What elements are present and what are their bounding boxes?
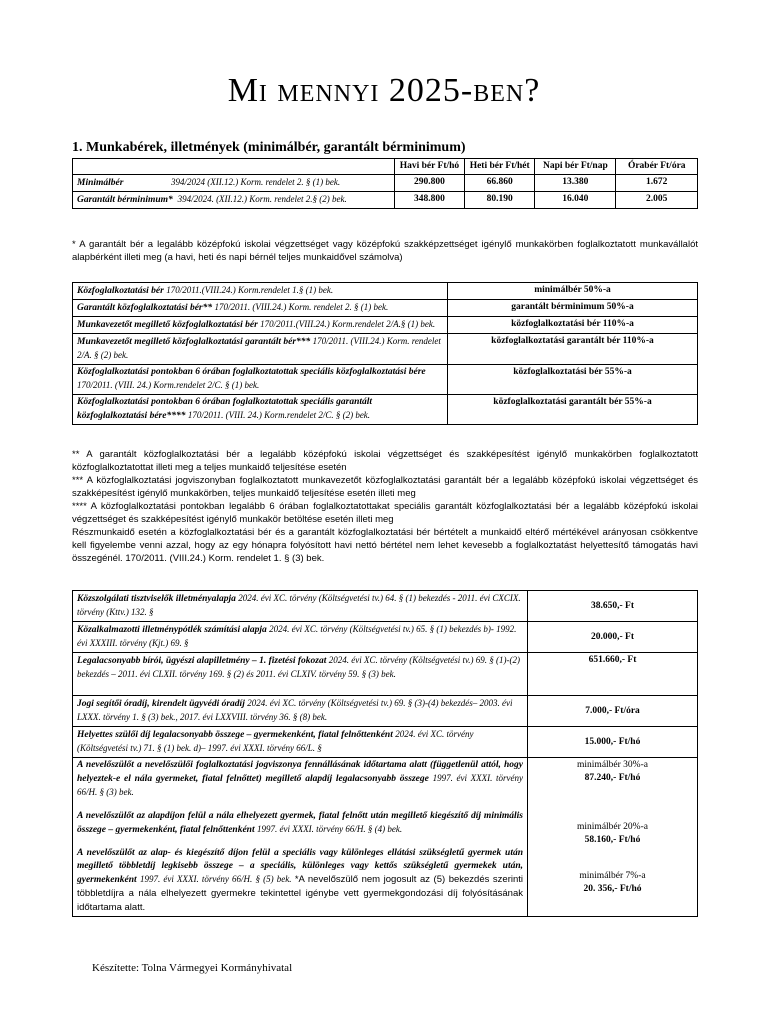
row-label [73,395,448,425]
section-heading: 1. Munkabérek, illetmények (minimálbér, garantált bérminimum) [72,140,466,155]
column-header: Napi bér Ft/nap [535,159,616,175]
cell-value: 66.860 [465,175,535,192]
table-row [73,653,698,696]
table-row [73,727,698,758]
row-name: Jogi segítői óradíj, kirendelt ügyvédi óradíj [77,699,245,709]
footnotes [72,448,698,565]
row-name: Helyettes szülői díj legalacsonyabb összege – gyermekenként, fiatal felnőttenként [77,730,393,740]
table-row [73,696,698,727]
cell-value: 15.000,- Ft/hó [528,727,698,758]
foster-name: A nevelőszülőt az alapdíjon felül a nála elhelyezett gyermek, fiatal felnőtt után megillető kiegészítő díj minimális összege – gyermekenként, fiatal felnőttenként [77,811,523,835]
row-name: Minimálbér [77,178,124,188]
table-row [73,175,698,192]
row-name: Munkavezetőt megillető közfoglalkoztatási garantált bér*** [77,337,311,347]
footnote: ** A garantált közfoglalkoztatási bér a legalább középfokú iskolai végzettséget és szakképesítést igénylő munkakörben foglalkoztatott közfoglalkoztatottat illeti meg a teljes munkaidő teljesítése esetén [72,449,698,473]
row-name: Közfoglalkoztatási bér [77,286,164,296]
foster-label [73,758,528,917]
cell-value: 20.000,- Ft [528,622,698,653]
cell-value: közfoglalkoztatási bér 55%-a [448,365,698,395]
table-row [73,365,698,395]
row-ref: 2024. évi XC. törvény (Költségvetési tv.) 69. § (3)-(4) bekezdés– 2003. évi LXXX. törvény 1. § (3) bek., 2017. évi LXXVIII. törvény 36. § (8) bek. [77,698,513,722]
row-name: Közfoglalkoztatási pontokban 6 órában foglalkoztatottak speciális garantált közfoglalkoztatási bére**** [77,397,373,421]
foster-values [528,758,698,917]
row-ref: 394/2024 (XII.12.) Korm. rendelet 2. § (1) bek. [170,177,341,187]
cell-value: közfoglalkoztatási bér 110%-a [448,317,698,334]
row-label [73,334,448,365]
row-name: Legalacsonyabb bírói, ügyészi alapilletmény – 1. fizetési fokozat [77,656,327,666]
row-ref: 170/2011. (VIII.24.) Korm. rendelet 2/A. § (2) bek. [77,336,441,360]
cell-value: 651.660,- Ft [528,653,698,696]
row-label [73,653,528,696]
row-name: Munkavezetőt megillető közfoglalkoztatási bér [77,320,258,330]
foster-name: A nevelőszülőt az alap- és kiegészítő díjon felül a speciális vagy különleges ellátási szükségletű gyermek után megillető többletdíj legkisebb összege – a speciális, különleges vagy kettős szükségletű gyermekek után, gyermekenként [77,848,523,885]
table-row [73,591,698,622]
cell-value: 13.380 [535,175,616,192]
footnote: * A garantált bér a legalább középfokú iskolai végzettséget vagy középfokú szakképzettséget igénylő munkakörben foglalkoztatott munkavállalót alapbérként illeti meg (a havi, heti és napi bérnél teljes munkaidővel számolva) [72,239,698,263]
row-ref: 2024. évi XC. törvény (Költségvetési tv.) 69. § (1)-(2) bekezdés – 2011. évi CLXII. törvény 169. § (2) és 2011. évi CLXIV. törvény 59. § (3) bek. [77,655,521,679]
row-label [73,622,528,653]
foster-value: 20. 356,- Ft/hó [583,884,642,894]
table-row [73,300,698,317]
cell-value: közfoglalkoztatási garantált bér 55%-a [448,395,698,425]
cell-value: garantált bérminimum 50%-a [448,300,698,317]
row-label [73,283,448,300]
row-name: Garantált közfoglalkoztatási bér** [77,303,213,313]
foster-value-label: minimálbér 30%-a [577,760,648,770]
cell-value: 1.672 [616,175,698,192]
column-header: Heti bér Ft/hét [465,159,535,175]
public-work-table [72,282,698,425]
table-header-empty [73,159,395,175]
table-row [73,334,698,365]
cell-value: 16.040 [535,192,616,209]
wage-table [72,158,698,209]
row-ref: 170/2011.(VIII.24.) Korm.rendelet 2/A.§ (1) bek. [260,319,436,329]
cell-value: 38.650,- Ft [528,591,698,622]
column-header: Órabér Ft/óra [616,159,698,175]
table-row [73,317,698,334]
table-row [73,192,698,209]
footer: Készítette: Tolna Vármegyei Kormányhivatal [92,962,293,974]
page-title: Mi mennyi 2025-ben? [227,72,541,109]
footnote: Részmunkaidő esetén a közfoglalkoztatási bér és a garantált közfoglalkoztatási bér bértételt a munkaidő eltérő mértékével arányosan csökkentve kell figyelembe venni azzal, hogy az egy hónapra folyósított havi nettó bértétel nem lehet kevesebb a foglalkoztatást helyettesítő támogatás havi összegénél. 170/2011. (VIII.24.) Korm. rendelet 1. § (3) bek. [72,527,698,564]
row-ref: 2024. évi XC. törvény (Költségvetési tv.) 64. § (1) bekezdés - 2011. évi CXCIX. törvény (Kttv.) 132. § [77,593,521,617]
table-row [73,395,698,425]
foster-ref: 1997. évi XXXI. törvény 66/H. § (5) bek. [139,874,292,884]
cell-value: 290.800 [394,175,464,192]
foster-value: 87.240,- Ft/hó [584,773,641,783]
cell-value: 348.800 [394,192,464,209]
table-row [73,622,698,653]
foster-value-label: minimálbér 7%-a [579,871,646,881]
row-label [73,300,448,317]
cell-value: minimálbér 50%-a [448,283,698,300]
row-name: Közalkalmazotti illetménypótlék számítási alapja [77,625,267,635]
table-row-foster [73,758,698,917]
column-header: Havi bér Ft/hó [394,159,464,175]
foster-name: A nevelőszülőt a nevelőszülői foglalkoztatási jogviszonya fennállásának időtartama alatt (függetlenül attól, hogy helyeztek-e el nála gyermeket, fiatal felnőttet) megillető alapdíj legalacsonyabb összege [77,760,523,784]
foster-ref: 1997. évi XXXI. törvény 66/H. § (4) bek. [256,824,403,834]
cell-value: 7.000,- Ft/óra [528,696,698,727]
row-ref: 2024. évi XC. törvény (Költségvetési tv.) 71. § (1) bek. d)– 1997. évi XXXI. törvény 66/L. § [77,729,474,753]
row-label [73,696,528,727]
row-ref: 170/2011. (VIII. 24.) Korm.rendelet 2/C. § (2) bek. [187,410,371,420]
foster-value-label: minimálbér 20%-a [577,822,648,832]
row-ref: 170/2011. (VIII.24.) Korm. rendelet 2. § (1) bek. [214,302,389,312]
salary-base-table [72,590,698,917]
row-name: Közfoglalkoztatási pontokban 6 órában foglalkoztatottak speciális közfoglalkoztatási bére [77,367,426,377]
table-row [73,283,698,300]
foster-value: 58.160,- Ft/hó [584,835,641,845]
row-label [73,175,395,192]
cell-value: közfoglalkoztatási garantált bér 110%-a [448,334,698,365]
row-ref: 170/2011. (VIII. 24.) Korm.rendelet 2/C. § (1) bek. [77,380,260,390]
foster-ref: 1997. évi XXXI. törvény 66/H. § (3) bek. [77,773,524,797]
table-header-row [73,159,698,175]
footnote: *** A közfoglalkoztatási jogviszonyban foglalkoztatott munkavezetőt közfoglalkoztatási garantált bér a legalább középfokú iskolai végzettséget és szakképesítést igénylő munkakörben, teljes munkaidő teljesítése esetén illeti meg [72,475,698,499]
row-name: Közszolgálati tisztviselők illetményalapja [77,594,236,604]
row-ref: 170/2011.(VIII.24.) Korm.rendelet 1.§ (1) bek. [166,285,334,295]
row-ref: 2024. évi XC. törvény (Költségvetési tv.) 65. § (1) bekezdés b)- 1992. évi XXXIII. törvény (Kjt.) 69. § [77,624,517,648]
cell-value: 2.005 [616,192,698,209]
foster-note: *A nevelőszülő nem jogosult az (5) bekezdés szerinti többletdíjra a nála elhelyezett gyermekre tekintettel igénybe vett gyermekgondozási díj folyósításának időtartama alatt. [77,874,524,913]
row-label [73,365,448,395]
cell-value: 80.190 [465,192,535,209]
row-label [73,192,395,209]
row-label [73,727,528,758]
row-ref: 394/2024. (XII.12.) Korm. rendelet 2.§ (2) bek. [177,194,347,204]
row-label [73,591,528,622]
footnote: **** A közfoglalkoztatási pontokban legalább 6 órában foglalkoztatottakat speciális garantált közfoglalkoztatási bér a legalább középfokú iskolai végzettséget és szakképesítést igénylő munkakör betöltése esetén illeti meg [72,501,698,525]
row-label [73,317,448,334]
row-name: Garantált bérminimum* [77,195,173,205]
